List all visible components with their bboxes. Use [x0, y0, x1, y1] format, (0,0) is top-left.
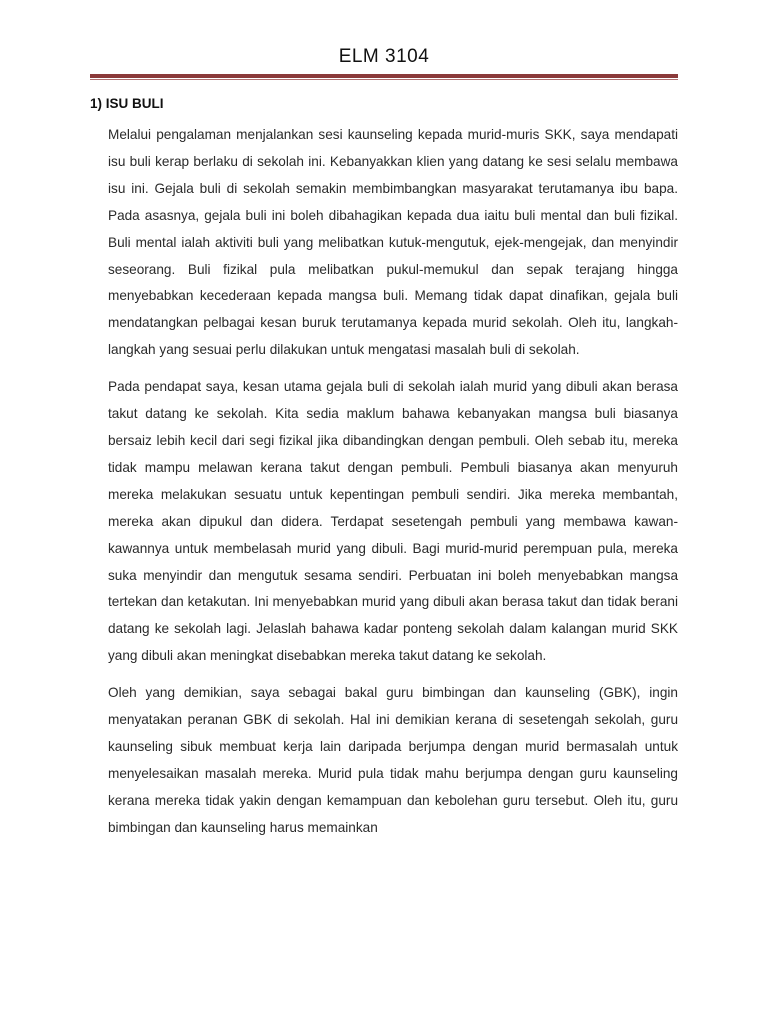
- header-divider: [90, 74, 678, 78]
- section-heading: 1) ISU BULI: [90, 96, 164, 111]
- document-title: ELM 3104: [338, 46, 430, 67]
- header-divider-thin: [90, 79, 678, 80]
- document-body: [108, 122, 678, 852]
- paragraph: Melalui pengalaman menjalankan sesi kaunseling kepada murid-muris SKK, saya mendapati isu buli kerap berlaku di sekolah ini. Kebanyakkan klien yang datang ke sesi selalu membawa isu ini. Gejala buli di sekolah semakin membimbangkan masyarakat terutamanya ibu bapa. Pada asasnya, gejala buli ini boleh dibahagikan kepada dua iaitu buli mental dan buli fizikal. Buli mental ialah aktiviti buli yang melibatkan kutuk-mengutuk, ejek-mengejak, dan menyindir seseorang. Buli fizikal pula melibatkan pukul-memukul dan sepak terajang hingga menyebabkan kecederaan kepada mangsa buli. Memang tidak dapat dinafikan, gejala buli mendatangkan pelbagai kesan buruk terutamanya kepada murid sekolah. Oleh itu, langkah-langkah yang sesuai perlu dilakukan untuk mengatasi masalah buli di sekolah.: [108, 127, 678, 358]
- paragraph: Pada pendapat saya, kesan utama gejala buli di sekolah ialah murid yang dibuli akan berasa takut datang ke sekolah. Kita sedia maklum bahawa kebanyakan mangsa buli biasanya bersaiz lebih kecil dari segi fizikal jika dibandingkan dengan pembuli. Oleh sebab itu, mereka tidak mampu melawan kerana takut dengan pembuli. Pembuli biasanya akan menyuruh mereka melakukan sesuatu untuk kepentingan pembuli sendiri. Jika mereka membantah, mereka akan dipukul dan didera. Terdapat sesetengah pembuli yang membawa kawan-kawannya untuk membelasah murid yang dibuli. Bagi murid-murid perempuan pula, mereka suka menyindir dan mengutuk sesama sendiri. Perbuatan ini boleh menyebabkan mangsa tertekan dan ketakutan. Ini menyebabkan murid yang dibuli akan berasa takut dan tidak berani datang ke sekolah lagi. Jelaslah bahawa kadar ponteng sekolah dalam kalangan murid SKK yang dibuli akan meningkat disebabkan mereka takut datang ke sekolah.: [108, 379, 678, 664]
- paragraph: Oleh yang demikian, saya sebagai bakal guru bimbingan dan kaunseling (GBK), ingin menyatakan peranan GBK di sekolah. Hal ini demikian kerana di sesetengah sekolah, guru kaunseling sibuk membuat kerja lain daripada berjumpa dengan murid bermasalah untuk menyelesaikan masalah mereka. Murid pula tidak mahu berjumpa dengan guru kaunseling kerana mereka tidak yakin dengan kemampuan dan kebolehan guru tersebut. Oleh itu, guru bimbingan dan kaunseling harus memainkan: [108, 685, 678, 835]
